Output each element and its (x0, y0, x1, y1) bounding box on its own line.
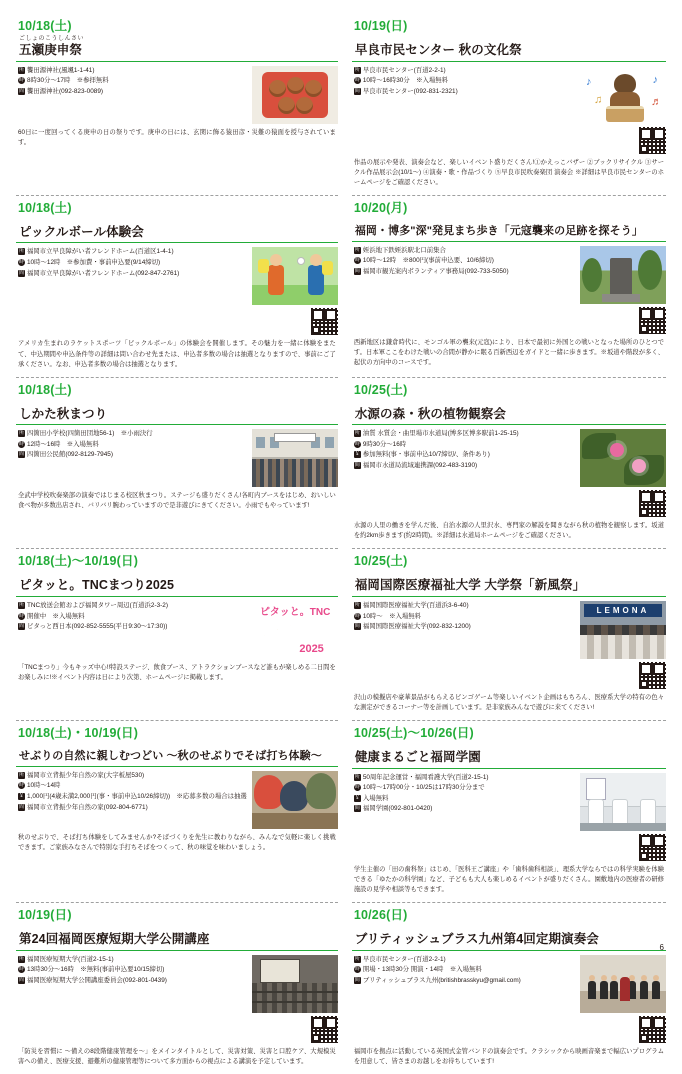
event-info (16, 771, 247, 829)
event-title: せぶりの自然に親しむつどい ～秋のせぶりでそば打ち体験～ (16, 750, 338, 767)
school-festival-photo (252, 429, 338, 487)
info-place: 所 早良市民センター(百道2-2-1) (354, 955, 446, 963)
info-contact: 問 福岡市水道局流域連携課(092-483-3190) (354, 461, 478, 469)
event-info (16, 247, 247, 335)
event-photo (580, 429, 666, 487)
event-description: 60日に一度回ってくる庚申の日の祭りです。庚申の日には、玄関に飾る猿田彦・災難の猿面を授与されています。 (18, 128, 336, 146)
info-time: 時 9時30分～16時 (354, 440, 407, 448)
contact-marker-icon: 問 (354, 87, 360, 94)
fee-marker-icon: ￥ (354, 451, 360, 458)
event-info (16, 601, 247, 659)
time-marker-icon: 時 (354, 440, 360, 447)
soba-making-photo (252, 771, 338, 829)
time-marker-icon: 時 (18, 77, 24, 84)
info-place: 所 福岡市立背振少年自然の家(大字板屋530) (18, 771, 145, 779)
info-time: 時 10時～12時 ※800円(事前申込要、10/6締切) (354, 257, 494, 265)
event-logo (252, 601, 338, 659)
event-title: 水源の森・秋の植物観察会 (352, 407, 666, 426)
event-photo (580, 246, 666, 304)
event-photo (252, 247, 338, 305)
qr-code-wrapper (311, 1013, 338, 1043)
event-description: 西新地区は鎌倉時代に、モンゴル軍の襲来(元寇)により、日本で最初に外国との戦いとなった場所のひとつです。日本軍ここをわけた戦いの合間が静かに眠る百新西辺をガイドと一緒に歩きます。※坂道や階段が多く、起伏の方向中のコースです。 (353, 338, 664, 366)
contact-marker-icon: 問 (354, 805, 360, 812)
event-body (352, 601, 666, 689)
event-card (16, 549, 338, 721)
event-photo (252, 429, 338, 487)
contact-marker-icon: 問 (18, 87, 24, 94)
event-info (16, 66, 247, 124)
event-description: 福岡市を拠点に活動している英国式金管バンドの演奏会です。クラシックから映画音楽まで幅広いプログラムを用意して、皆さまのお越しをお待ちしています! (353, 1047, 664, 1065)
info-time: 時 開催中 ※入場無料 (18, 612, 85, 620)
info-time: 時 開場・13時30分 開演・14時 ※入場無料 (354, 966, 482, 974)
monument-photo (580, 246, 666, 304)
qr-code-wrapper (311, 305, 338, 335)
event-card (352, 549, 666, 721)
event-description: 秋のせぶりで、そば打ち体験をしてみませんか?そばづくりを先生に教わりながら、みんなで気軽に楽しく挑戦できます。ご家族みなさんで特別な手打ちそばをつくって、秋の味覚を味わいましょう。 (18, 833, 336, 851)
event-photo (252, 771, 338, 829)
event-media (580, 66, 666, 154)
info-time: 時 10時～17時00分・10/25は17時30分分まで (354, 784, 485, 792)
event-description: 沢山の模擬店や豪華景品がもらえるビンゴゲーム等楽しいイベント企画はもちろん、医療系大学の特有の色々な測定ができるコーナー等を計画しています。是非家族みんなで遊びに来てください! (353, 694, 664, 712)
event-card (16, 196, 338, 378)
event-media (252, 955, 338, 1043)
event-body (16, 247, 338, 335)
contact-marker-icon: 問 (18, 976, 24, 983)
info-contact: 問 早良市民センター(092-831-2321) (354, 87, 458, 95)
event-description: 学生主催の「田の歯科祭」はじめ、「医科王ご講座」や「歯科歯科相談」、理系大学ならではの科学実験を体験できる「ゆたかの科学園」など、子どもも大人も楽しめるイベントが盛りだくさん。園敷地内の医療者の研修施設の見学や相談等もできます。 (353, 865, 664, 893)
info-time: 時 10時～16時30分 ※入場無料 (354, 77, 449, 85)
event-media (580, 601, 666, 689)
event-grid (16, 14, 666, 1074)
qr-code-wrapper (639, 304, 666, 334)
qr-code-wrapper (639, 659, 666, 689)
event-title: 福岡・博多"深"発見まち歩き「元寇襲来の足跡を探そう」 (352, 225, 666, 242)
event-card (352, 721, 666, 903)
event-date: 10/18(土)～10/19(日) (18, 554, 139, 569)
event-card (16, 903, 338, 1074)
page-number: 6 (659, 943, 664, 952)
info-fee: ￥ 入場無料 (354, 794, 389, 802)
event-title-ruby (355, 925, 666, 932)
event-title: 健康まるごと福岡学園 (352, 750, 666, 769)
place-marker-icon: 所 (18, 248, 24, 255)
event-title-row (16, 743, 338, 767)
event-info (352, 601, 575, 689)
event-description: アメリカ生まれのラケットスポーツ「ピックルボール」の体験会を開催します。その魅力を一緒に体験をまたて、中込期間や申込条件等の詳細は問い合わせ先または、申込者多数の場合は抽選となりますので、事前にご了承ください。なお、申込者多数の場合は抽選となります。 (18, 340, 336, 368)
info-contact: 問 四箇田公民館(092-8129-7945) (18, 451, 113, 459)
event-body (16, 955, 338, 1043)
event-title: しかた秋まつり (16, 407, 338, 426)
place-marker-icon: 所 (354, 955, 360, 962)
contact-marker-icon: 問 (18, 451, 24, 458)
event-info (352, 773, 575, 861)
event-date: 10/18(土)・10/19(日) (18, 726, 139, 741)
event-title: 第24回福岡医療短期大学公開講座 (16, 932, 338, 951)
event-media (580, 955, 666, 1043)
event-date: 10/25(土)～10/26(日) (353, 726, 474, 741)
info-place: 所 四箇田小学校(四箇田団地56-1) ※小雨決行 (18, 430, 153, 438)
info-place: 所 饗田源神社(風颯1-1-41) (18, 66, 95, 74)
info-place: 所 福岡国際医療福祉大学(百道浜3-6-40) (354, 602, 469, 609)
info-contact: 問 福岡市観光案内ボランティア事務局(092-733-5050) (354, 267, 509, 275)
event-photo (580, 601, 666, 659)
info-contact: 問 福岡市立早良障がい者フレンドホーム(092-847-2761) (18, 269, 180, 277)
event-title-row (16, 400, 338, 426)
event-title: 五瀬庚申祭 (16, 43, 338, 62)
contact-marker-icon: 問 (18, 803, 24, 810)
info-time: 時 10時～ ※入場無料 (354, 612, 422, 620)
info-time: 時 10時～12時 ※参加費・事前申込要(9/14締切) (18, 259, 161, 266)
info-time: 時 8時30分～17時 ※参拝無料 (18, 77, 109, 85)
info-place: 所 油質 水質会・曲里場市水道局(博多区博多駅前1-25-15) (354, 430, 519, 438)
event-title-row (352, 743, 666, 769)
info-place: 所 TNC放送会館および福岡タワー周辺(百道浜2-3-2) (18, 602, 168, 609)
event-card (352, 14, 666, 196)
event-title-row (352, 218, 666, 242)
info-contact: 問 ブリティッシュブラス九州(britishbrasskyu@gmail.com) (354, 976, 521, 984)
place-marker-icon: 所 (354, 66, 360, 73)
qr-code-wrapper (639, 124, 666, 154)
university-festival-photo: LEMONA (580, 601, 666, 659)
event-photo (252, 66, 338, 124)
event-date: 10/19(日) (18, 907, 72, 922)
event-card (352, 196, 666, 378)
info-place: 所 姪浜地下鉄姪浜駅北口前集合 (354, 246, 446, 254)
time-marker-icon: 時 (354, 966, 360, 973)
event-date: 10/20(月) (353, 200, 408, 215)
event-media (252, 247, 338, 335)
info-contact: 問 ピタっと西日本(092-852-5555(平日9:30～17:30)) (18, 623, 168, 631)
event-body (16, 771, 338, 829)
place-marker-icon: 所 (354, 430, 360, 437)
event-card (352, 903, 666, 1074)
event-date: 10/18(土) (18, 19, 72, 33)
event-date: 10/26(日) (353, 907, 408, 922)
fee-marker-icon: ￥ (354, 794, 360, 801)
pickleball-illustration (252, 247, 338, 305)
event-title-ruby (355, 36, 666, 43)
event-title-ruby (19, 925, 338, 932)
event-description: 「防災を習慣に ～備えの8段階健康管理を～」をメインタイトルとして、災害対策、災害と口腔ケア、大規模災害への備え、医療支援、避難所の健康管理等について多方面からの視点による講演を予定しています。 (18, 1047, 336, 1065)
contact-marker-icon: 問 (354, 623, 360, 630)
event-media (252, 429, 338, 487)
event-title-ruby (355, 400, 666, 407)
event-photo (580, 773, 666, 831)
event-title-ruby (19, 400, 338, 407)
event-card (352, 378, 666, 550)
event-media (252, 771, 338, 829)
place-marker-icon: 所 (18, 430, 24, 437)
event-title-row (352, 36, 666, 62)
contact-marker-icon: 問 (354, 461, 360, 468)
event-date: 10/18(土) (18, 200, 72, 215)
qr-code-wrapper (639, 1013, 666, 1043)
time-marker-icon: 時 (354, 612, 360, 619)
place-marker-icon: 所 (354, 773, 360, 780)
event-title-row (16, 925, 338, 951)
event-media (252, 601, 338, 659)
event-body (352, 955, 666, 1043)
contact-marker-icon: 問 (18, 623, 24, 630)
info-contact: 問 福岡国際医療福祉大学(092-832-1200) (354, 623, 471, 631)
event-card (16, 721, 338, 903)
event-title: 福岡国際医療福祉大学 大学祭「新風祭」 (352, 578, 666, 597)
event-title-row (352, 571, 666, 597)
event-date: 10/19(日) (353, 19, 408, 33)
place-marker-icon: 所 (18, 602, 24, 608)
event-info (352, 429, 575, 517)
qr-code-wrapper (639, 487, 666, 517)
event-title: 早良市民センター 秋の文化祭 (352, 43, 666, 62)
place-marker-icon: 所 (354, 246, 360, 253)
event-title: ピックルボール体験会 (16, 225, 338, 244)
time-marker-icon: 時 (18, 782, 24, 789)
contact-marker-icon: 問 (354, 976, 360, 983)
contact-marker-icon: 問 (18, 269, 24, 276)
brass-band-photo (580, 955, 666, 1013)
time-marker-icon: 時 (354, 257, 360, 264)
event-body (16, 66, 338, 124)
event-date: 10/25(土) (353, 554, 408, 569)
place-marker-icon: 所 (18, 66, 24, 73)
event-title-row (352, 925, 666, 951)
fee-marker-icon: ￥ (18, 793, 24, 799)
info-contact: 問 福岡学園(092-801-0420) (354, 805, 433, 813)
event-card (16, 378, 338, 550)
event-description: 作品の展示や発表、演奏会など、楽しいイベント盛りだくさん!①かえっこバザー ②ブックリサイクル ③サークル作品展示会(10/1～) ④演奏・歌・作品づくり ⑤早良市民吹奏楽団 演奏会 ※詳細は早良市民センターのホームページをご確認ください。 (353, 158, 664, 186)
qr-code-wrapper (639, 831, 666, 861)
event-title-ruby (19, 218, 338, 225)
info-time: 時 10時～14時 (18, 782, 61, 790)
event-photo (580, 955, 666, 1013)
event-media (580, 429, 666, 517)
info-contact: 問 饗田源神社(092-823-0089) (18, 87, 104, 95)
event-title-ruby (355, 218, 666, 225)
info-time: 時 12時～16時 ※入場無料 (18, 440, 99, 448)
event-body (16, 429, 338, 487)
tnc-matsuri-logo: ピタッと。TNC まつり 2025 (252, 601, 338, 659)
event-media (580, 246, 666, 334)
event-title: ピタッと。TNCまつり2025 (16, 578, 338, 597)
event-title-row (16, 571, 338, 597)
place-marker-icon: 所 (18, 771, 24, 778)
plant-observation-photo (580, 429, 666, 487)
time-marker-icon: 時 (18, 440, 24, 447)
info-fee: ￥ 参加無料(事・事前申込10/7締切/、条件あり) (354, 451, 490, 459)
time-marker-icon: 時 (18, 259, 24, 265)
event-body (352, 66, 666, 154)
info-contact: 問 福岡医療短期大学公開講座委員会(092-801-0439) (18, 976, 167, 984)
event-media (580, 773, 666, 861)
event-body (352, 773, 666, 861)
drummer-illustration (580, 66, 666, 124)
time-marker-icon: 時 (18, 966, 24, 973)
info-place: 所 福岡医療短期大学(百道2-15-1) (18, 955, 114, 963)
event-title-row (16, 36, 338, 62)
event-card (16, 14, 338, 196)
info-contact: 問 福岡市立背振少年自然の家(092-804-6771) (18, 803, 148, 811)
event-title-ruby: ごしょのこうしんさい (19, 36, 85, 42)
event-date: 10/25(土) (353, 382, 408, 397)
time-marker-icon: 時 (354, 77, 360, 84)
event-description: 「TNCまつり」今もキッズ中心!!特設ステージ、飲食ブース、アトラクションブースなど誰もが楽しめる二日間をお楽しみに!※イベント内容は日により次第、ホームページに掲載します。 (18, 664, 336, 682)
music-note-icon: ♬ (651, 95, 662, 108)
time-marker-icon: 時 (18, 612, 24, 619)
music-note-icon: ♪ (586, 75, 592, 88)
event-info (16, 429, 247, 487)
music-note-icon: ♫ (594, 93, 603, 106)
event-info (16, 955, 247, 1043)
music-note-icon: ♪ (652, 73, 658, 86)
lecture-hall-photo (252, 955, 338, 1013)
event-info (352, 66, 575, 154)
event-body (352, 246, 666, 334)
event-title-ruby (19, 571, 338, 578)
science-lab-photo (580, 773, 666, 831)
event-info (352, 246, 575, 334)
event-body (352, 429, 666, 517)
info-place: 所 福岡市立早良障がい者フレンドホーム(百道区1-4-1) (18, 248, 174, 256)
place-marker-icon: 所 (354, 602, 360, 608)
event-title: ブリティッシュブラス九州第4回定期演奏会 (352, 932, 666, 951)
contact-marker-icon: 問 (354, 267, 360, 274)
info-time: 時 13時30分～16時 ※無料(事前申込要10/15締切) (18, 966, 165, 974)
event-photo (580, 66, 666, 124)
event-media (252, 66, 338, 124)
place-marker-icon: 所 (18, 955, 24, 962)
event-description: 水源の人里の働きを学んだ後、自治水源の人里沢水、専門家の解説を聞きながら秋の植物を観察します。坂道を約2km歩きます(約2時間)。※詳細は水道局ホームページをご確認ください。 (353, 522, 664, 540)
info-place: 所 早良市民センター(百道2-2-1) (354, 66, 446, 74)
event-description: 全武中学校吹奏楽部の演奏ではじまる校区秋まつり。ステージも盛りだくさん!各町内ブースをはじめ、おいしい食べ物が多数出店され、バリバリ腕わっていますので是非遊びにきてください。小雨でもやっています! (18, 492, 336, 510)
event-photo (252, 955, 338, 1013)
info-place: 所 50周年記念運営・福岡看護大学(百道2-15-1) (354, 773, 489, 781)
event-info (352, 955, 575, 1043)
info-fee: ￥ 1,000円(4歳未満2,000円(事・事前申込10/26締切)) ※応募多数の場合は抽選 (18, 793, 247, 800)
event-body (16, 601, 338, 659)
event-date: 10/18(土) (18, 382, 72, 397)
time-marker-icon: 時 (354, 784, 360, 791)
event-title-row (352, 400, 666, 426)
event-title-row (16, 218, 338, 244)
monkey-mask-illustration (252, 66, 338, 124)
